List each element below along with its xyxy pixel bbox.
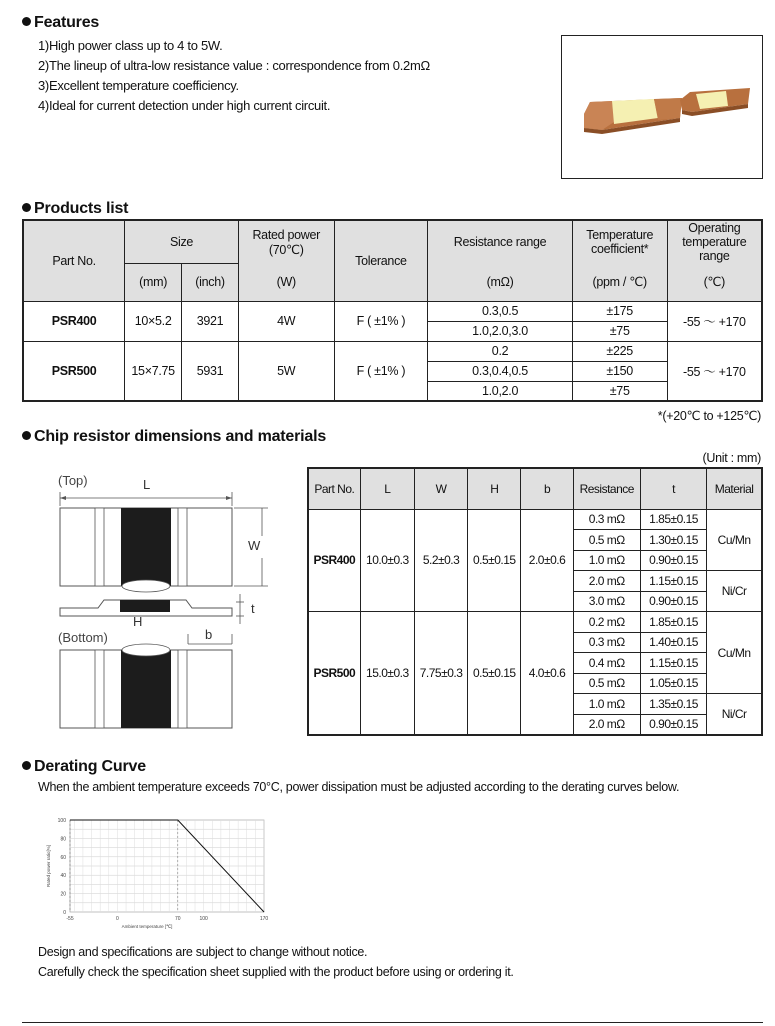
bullet-icon [22, 17, 31, 26]
tolerance-cell: F ( ±1% ) [334, 341, 428, 401]
y-tick-label: 0 [63, 910, 66, 916]
resistance-range-cell: 0.2 [428, 341, 572, 361]
bullet-icon [22, 431, 31, 440]
resistor-chips-image [562, 36, 762, 178]
material-cell: Ni/Cr [707, 571, 762, 612]
x-tick-label: 170 [259, 916, 269, 922]
header-mm: (mm) [125, 263, 182, 301]
H-cell: 0.5±0.15 [468, 612, 521, 735]
header-part-no: Part No. [23, 220, 125, 301]
header-tcr-unit: (ppm / ℃) [572, 263, 667, 301]
table-row [308, 509, 762, 530]
material-cell: Cu/Mn [707, 509, 762, 571]
tcr-cell: ±75 [572, 321, 667, 341]
W-cell: 5.2±0.3 [414, 509, 467, 612]
header-t: t [640, 468, 706, 509]
feature-item: 3)Excellent temperature coefficiency. [38, 78, 239, 93]
header-material: Material [707, 468, 762, 509]
tcr-cell: ±225 [572, 341, 667, 361]
diagram-bottom-label: (Bottom) [58, 630, 108, 645]
resistance-cell: 0.4 mΩ [573, 653, 640, 674]
diagram-L-label: L [143, 477, 151, 492]
dimension-diagram [38, 466, 288, 736]
part-no-cell: PSR500 [308, 612, 360, 735]
unit-label: (Unit : mm) [702, 451, 761, 465]
products-table [22, 219, 763, 402]
t-cell: 1.15±0.15 [640, 653, 706, 674]
rated-power-cell: 5W [238, 341, 334, 401]
header-L: L [360, 468, 414, 509]
header-b: b [521, 468, 573, 509]
t-cell: 1.15±0.15 [640, 571, 706, 592]
b-cell: 4.0±0.6 [521, 612, 573, 735]
features-list [38, 36, 430, 116]
resistance-cell: 0.5 mΩ [573, 673, 640, 694]
header-res-unit: (mΩ) [428, 263, 572, 301]
resistance-cell: 0.3 mΩ [573, 509, 640, 530]
x-tick-label: 100 [199, 916, 208, 922]
header-H: H [468, 468, 521, 509]
material-cell: Ni/Cr [707, 694, 762, 735]
header-temperature-coefficient: Temperature coefficient* [572, 220, 667, 263]
resistance-cell: 1.0 mΩ [573, 550, 640, 571]
H-cell: 0.5±0.15 [468, 509, 521, 612]
part-no-cell: PSR400 [308, 509, 360, 612]
diagram-top-label: (Top) [58, 473, 88, 488]
bullet-icon [22, 203, 31, 212]
t-cell: 0.90±0.15 [640, 591, 706, 612]
resistance-range-cell: 0.3,0.5 [428, 301, 572, 321]
table-row [23, 341, 762, 361]
resistance-range-cell: 1.0,2.0 [428, 381, 572, 401]
feature-item: 1)High power class up to 4 to 5W. [38, 38, 223, 53]
diagram-b-label: b [205, 627, 213, 642]
b-cell: 2.0±0.6 [521, 509, 573, 612]
y-tick-label: 80 [60, 836, 66, 843]
y-tick-label: 40 [60, 873, 66, 880]
x-tick-label: -55 [66, 916, 74, 922]
material-cell: Cu/Mn [707, 612, 762, 694]
W-cell: 7.75±0.3 [414, 612, 467, 735]
part-no-cell: PSR400 [23, 301, 125, 341]
header-part-no: Part No. [308, 468, 360, 509]
header-resistance-range: Resistance range [428, 220, 572, 263]
x-axis-label: Ambient temperature [℃] [121, 924, 173, 929]
t-cell: 1.30±0.15 [640, 530, 706, 551]
t-cell: 1.35±0.15 [640, 694, 706, 715]
bullet-icon [22, 761, 31, 770]
dimensions-table [307, 467, 763, 736]
derating-chart [38, 810, 278, 932]
size-inch-cell: 5931 [182, 341, 239, 401]
features-heading: Features [22, 14, 99, 32]
op-temp-cell: -55 ～ +170 [667, 341, 762, 401]
footer-line-1: Design and specifications are subject to change without notice. [38, 945, 368, 959]
derating-heading: Derating Curve [22, 758, 146, 776]
tcr-footnote: *(+20℃ to +125℃) [657, 409, 761, 423]
L-cell: 15.0±0.3 [360, 612, 414, 735]
feature-item: 4)Ideal for current detection under high current circuit. [38, 98, 331, 113]
tolerance-cell: F ( ±1% ) [334, 301, 428, 341]
header-tolerance: Tolerance [334, 220, 428, 301]
resistance-cell: 3.0 mΩ [573, 591, 640, 612]
header-rated-unit: (W) [238, 263, 334, 301]
size-mm-cell: 10×5.2 [125, 301, 182, 341]
resistance-cell: 0.5 mΩ [573, 530, 640, 551]
diagram-W-label: W [248, 538, 261, 553]
op-temp-cell: -55 ～ +170 [667, 301, 762, 341]
t-cell: 1.85±0.15 [640, 509, 706, 530]
feature-item: 2)The lineup of ultra-low resistance value : correspondence from 0.2mΩ [38, 58, 430, 73]
resistance-range-cell: 0.3,0.4,0.5 [428, 361, 572, 381]
table-row [23, 301, 762, 321]
derating-description: When the ambient temperature exceeds 70°C, power dissipation must be adjusted according to the derating curves below. [38, 780, 680, 794]
products-heading: Products list [22, 200, 128, 218]
part-no-cell: PSR500 [23, 341, 125, 401]
x-tick-label: 0 [116, 916, 119, 922]
resistance-cell: 0.3 mΩ [573, 632, 640, 653]
y-axis-label: Rated power ratio[%] [46, 844, 51, 888]
footer-divider [22, 1022, 763, 1023]
y-tick-label: 100 [57, 818, 66, 824]
rated-power-cell: 4W [238, 301, 334, 341]
dimensions-heading: Chip resistor dimensions and materials [22, 428, 326, 446]
header-size: Size [125, 220, 239, 263]
header-inch: (inch) [182, 263, 239, 301]
y-tick-label: 20 [60, 891, 66, 898]
t-cell: 1.85±0.15 [640, 612, 706, 633]
diagram-t-label: t [251, 601, 255, 616]
product-photo [561, 35, 763, 179]
header-operating-temp: Operating temperature range [667, 220, 762, 263]
y-tick-label: 60 [60, 854, 66, 861]
t-cell: 0.90±0.15 [640, 714, 706, 735]
tcr-cell: ±75 [572, 381, 667, 401]
size-inch-cell: 3921 [182, 301, 239, 341]
x-tick-label: 70 [174, 916, 181, 922]
resistance-cell: 1.0 mΩ [573, 694, 640, 715]
header-rated-power: Rated power (70℃) [238, 220, 334, 263]
resistance-cell: 0.2 mΩ [573, 612, 640, 633]
L-cell: 10.0±0.3 [360, 509, 414, 612]
size-mm-cell: 15×7.75 [125, 341, 182, 401]
resistance-cell: 2.0 mΩ [573, 714, 640, 735]
footer-line-2: Carefully check the specification sheet supplied with the product before using or ordering it. [38, 965, 514, 979]
t-cell: 1.40±0.15 [640, 632, 706, 653]
header-resistance: Resistance [573, 468, 640, 509]
table-row [308, 612, 762, 633]
resistance-cell: 2.0 mΩ [573, 571, 640, 592]
resistance-range-cell: 1.0,2.0,3.0 [428, 321, 572, 341]
tcr-cell: ±150 [572, 361, 667, 381]
header-W: W [414, 468, 467, 509]
t-cell: 0.90±0.15 [640, 550, 706, 571]
header-op-unit: (℃) [667, 263, 762, 301]
diagram-H-label: H [133, 614, 143, 629]
tcr-cell: ±175 [572, 301, 667, 321]
t-cell: 1.05±0.15 [640, 673, 706, 694]
